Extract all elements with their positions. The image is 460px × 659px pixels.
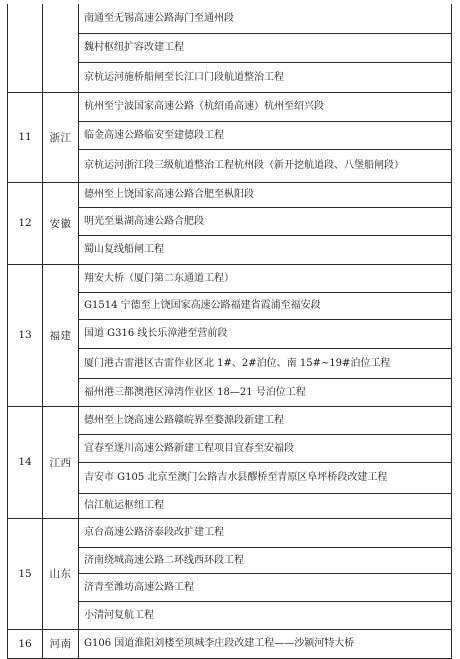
province-cell: 福建 [43, 264, 79, 406]
province-cell: 浙江 [43, 92, 79, 182]
project-name-cell: G106 国道淮阳刘楼至项城李庄段改建工程——沙颍河特大桥 [79, 629, 452, 658]
project-name-cell: 济青至潍坊高速公路工程 [79, 573, 452, 601]
table-row [8, 518, 452, 547]
project-name-cell: 福州港三都澳港区漳湾作业区 18—21 号泊位工程 [79, 378, 452, 406]
project-name-cell: 小清河复航工程 [79, 601, 452, 629]
province-cell: 江西 [43, 406, 79, 518]
row-number: 15 [8, 518, 43, 629]
table-row [8, 182, 452, 207]
row-number: 13 [8, 264, 43, 406]
project-name-cell: 信江航运枢纽工程 [79, 493, 452, 518]
project-name-cell: 国道 G316 线长乐漳港至营前段 [79, 319, 452, 348]
table-row [8, 4, 452, 33]
project-table [7, 4, 452, 659]
project-name-cell: 京杭运河浙江段三级航道整治工程杭州段（新开挖航道段、八堡船闸段） [79, 149, 452, 182]
row-number: 14 [8, 406, 43, 518]
table-row [8, 629, 452, 658]
project-name-cell: 临金高速公路临安至建德段工程 [79, 121, 452, 149]
project-name-cell: 蜀山复线船闸工程 [79, 235, 452, 264]
project-name-cell: 魏村枢纽扩容改建工程 [79, 33, 452, 62]
row-number: 11 [8, 92, 43, 182]
province-cell: 河南 [43, 629, 79, 658]
table-row [8, 92, 452, 121]
project-name-cell: 厦门港古雷港区古雷作业区北 1#、2#泊位、南 15#~19#泊位工程 [79, 348, 452, 378]
row-number: 12 [8, 182, 43, 264]
project-name-cell: 京杭运河施桥船闸至长江口门段航道整治工程 [79, 62, 452, 92]
project-name-cell: 翔安大桥（厦门第二东通道工程） [79, 264, 452, 292]
province-cell: 安徽 [43, 182, 79, 264]
row-number [8, 4, 43, 92]
project-name-cell: 德州至上饶高速公路赣皖界至婺源段新建工程 [79, 406, 452, 434]
project-name-cell: 明光至巢湖高速公路合肥段 [79, 207, 452, 235]
table-row [8, 406, 452, 434]
province-cell [43, 4, 79, 92]
project-name-cell: 南通至无锡高速公路海门至通州段 [79, 4, 452, 33]
province-cell: 山东 [43, 518, 79, 629]
project-name-cell: 宜春至遂川高速公路新建工程项目宜春至安福段 [79, 434, 452, 462]
project-name-cell: 京台高速公路济泰段改扩建工程 [79, 518, 452, 547]
project-name-cell: 德州至上饶国家高速公路合肥至枞阳段 [79, 182, 452, 207]
project-name-cell: 杭州至宁波国家高速公路（杭绍甬高速）杭州至绍兴段 [79, 92, 452, 121]
project-name-cell: 吉安市 G105 北京至澳门公路吉水县醪桥至青原区阜坪桥段改建工程 [79, 462, 452, 493]
project-name-cell: G1514 宁德至上饶国家高速公路福建省霞浦至福安段 [79, 292, 452, 319]
project-name-cell: 济南绕城高速公路二环线西环段工程 [79, 547, 452, 573]
row-number: 16 [8, 629, 43, 658]
table-row [8, 264, 452, 292]
